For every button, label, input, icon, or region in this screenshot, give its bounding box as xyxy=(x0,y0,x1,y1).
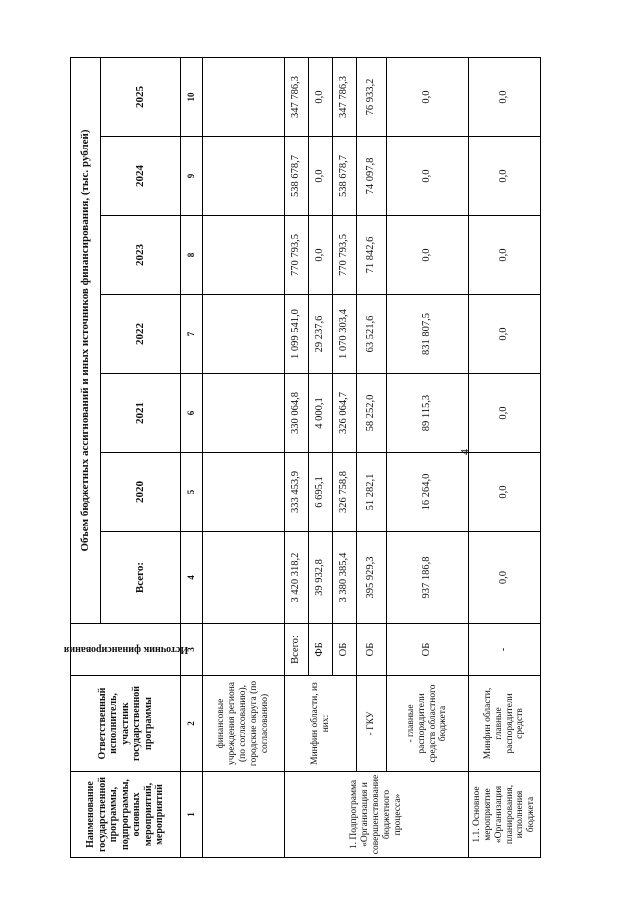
value-cell: 395 929,3 xyxy=(357,532,387,624)
value-cell: 0,0 xyxy=(387,57,469,136)
column-index: 10 xyxy=(181,57,203,136)
financing-table xyxy=(63,57,541,858)
value-cell: 326 064,7 xyxy=(333,374,357,453)
header-total: Всего: xyxy=(101,532,181,624)
value-cell: 3 380 385,4 xyxy=(333,532,357,624)
measure-executor: Минфин области, главные распорядители средств xyxy=(469,676,541,772)
value-cell: 0,0 xyxy=(469,453,541,532)
value-cell: 0,0 xyxy=(387,137,469,216)
column-index: 4 xyxy=(181,532,203,624)
subprogram-executor: Минфин области, из них: xyxy=(285,676,357,772)
value-cell: 0,0 xyxy=(469,374,541,453)
value-cell: 3 420 318,2 xyxy=(285,532,309,624)
value-cell: 89 115,3 xyxy=(387,374,469,453)
value-cell: 770 793,5 xyxy=(285,216,309,295)
value-cell: 347 786,3 xyxy=(333,57,357,136)
value-cell: 0,0 xyxy=(469,216,541,295)
table-cell xyxy=(203,295,285,374)
value-cell: 51 282,1 xyxy=(357,453,387,532)
value-cell: 0,0 xyxy=(309,57,333,136)
value-cell: 76 933,2 xyxy=(357,57,387,136)
value-cell: 74 097,8 xyxy=(357,137,387,216)
value-cell: 1 070 303,4 xyxy=(333,295,357,374)
header-program-name: Наименование государственной программы, подпрограммы, основных мероприятий, мероприятий xyxy=(71,772,181,858)
value-cell: 0,0 xyxy=(387,216,469,295)
value-cell: 326 758,8 xyxy=(333,453,357,532)
value-cell: 0,0 xyxy=(469,532,541,624)
table-cell xyxy=(203,624,285,676)
table-cell xyxy=(203,374,285,453)
source-cell: Всего: xyxy=(285,624,309,676)
header-year: 2024 xyxy=(101,137,181,216)
value-cell: 16 264,0 xyxy=(387,453,469,532)
measure-name: 1.1. Основное мероприятие «Организация планирования, исполнения бюджета xyxy=(469,772,541,858)
value-cell: 58 252,0 xyxy=(357,374,387,453)
value-cell: 538 678,7 xyxy=(333,137,357,216)
value-cell: 63 521,6 xyxy=(357,295,387,374)
value-cell: 29 237,6 xyxy=(309,295,333,374)
header-funding-title: Объем бюджетных ассигнований и иных источников финансирования, (тыс. рублей) xyxy=(71,57,101,623)
value-cell: 0,0 xyxy=(469,137,541,216)
value-cell: 0,0 xyxy=(309,216,333,295)
table-cell xyxy=(203,532,285,624)
source-cell: ФБ xyxy=(309,624,333,676)
rotated-page xyxy=(63,58,540,858)
header-year: 2021 xyxy=(101,374,181,453)
value-cell: 0,0 xyxy=(469,295,541,374)
header-year: 2022 xyxy=(101,295,181,374)
column-index: 5 xyxy=(181,453,203,532)
finance-bodies-executor: финансовые учреждения региона (по согласованию), городские округа (по согласованию) xyxy=(203,676,285,772)
column-index: 7 xyxy=(181,295,203,374)
table-cell xyxy=(203,453,285,532)
header-year: 2023 xyxy=(101,216,181,295)
value-cell: 770 793,5 xyxy=(333,216,357,295)
source-cell: ОБ xyxy=(387,624,469,676)
header-source-label: Источник финансирования xyxy=(63,644,188,656)
value-cell: 0,0 xyxy=(469,57,541,136)
subprogram-name: 1. Подпрограмма «Организация и совершенствование бюджетного процесса» xyxy=(285,772,469,858)
table-cell xyxy=(203,57,285,136)
main-managers-executor: - главные распорядители средств областного бюджета xyxy=(387,676,469,772)
table-cell xyxy=(203,137,285,216)
table-cell xyxy=(203,772,285,858)
column-index: 6 xyxy=(181,374,203,453)
column-index: 9 xyxy=(181,137,203,216)
value-cell: 4 000,1 xyxy=(309,374,333,453)
value-cell: 333 453,9 xyxy=(285,453,309,532)
source-cell: ОБ xyxy=(333,624,357,676)
column-index: 8 xyxy=(181,216,203,295)
header-year: 2020 xyxy=(101,453,181,532)
table-cell xyxy=(203,216,285,295)
header-year: 2025 xyxy=(101,57,181,136)
value-cell: 831 807,5 xyxy=(387,295,469,374)
value-cell: 1 099 541,0 xyxy=(285,295,309,374)
column-index: 1 xyxy=(181,772,203,858)
value-cell: 0,0 xyxy=(309,137,333,216)
value-cell: 937 186,8 xyxy=(387,532,469,624)
value-cell: 347 786,3 xyxy=(285,57,309,136)
header-source xyxy=(63,624,188,676)
gku-executor: - ГКУ xyxy=(357,676,387,772)
value-cell: 39 932,8 xyxy=(309,532,333,624)
value-cell: 71 842,6 xyxy=(357,216,387,295)
column-index: 3 xyxy=(181,624,203,676)
source-cell: - xyxy=(469,624,541,676)
source-cell: ОБ xyxy=(357,624,387,676)
value-cell: 330 064,8 xyxy=(285,374,309,453)
header-executor: Ответственный исполнитель, участник государственной программы xyxy=(71,676,181,772)
page-number: 4 xyxy=(457,449,472,455)
value-cell: 6 695,1 xyxy=(309,453,333,532)
column-index: 2 xyxy=(181,676,203,772)
value-cell: 538 678,7 xyxy=(285,137,309,216)
